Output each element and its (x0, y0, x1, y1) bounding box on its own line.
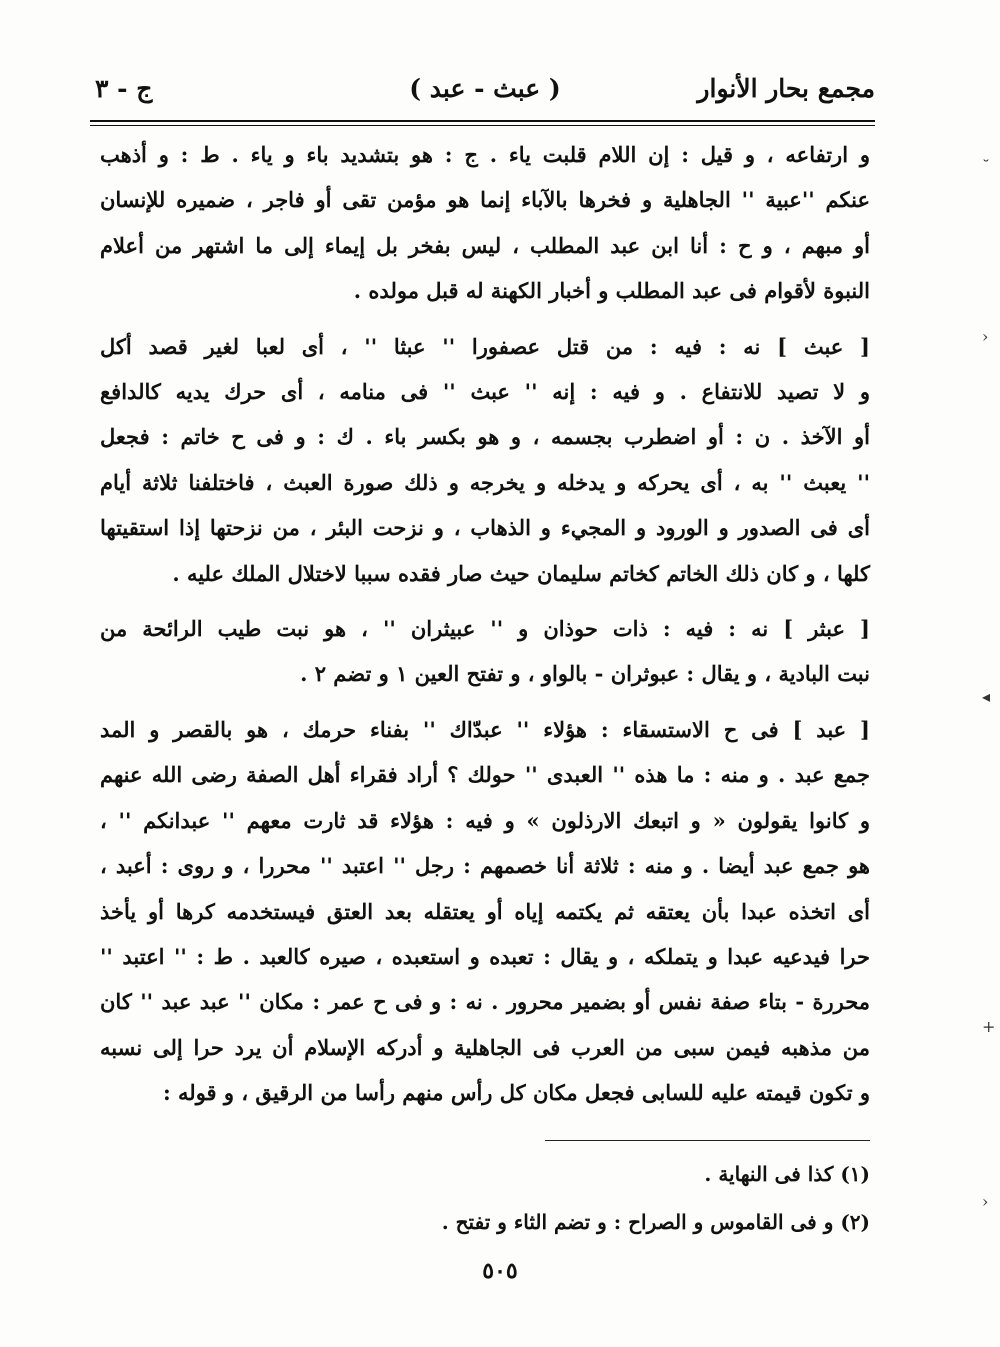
text-line: [ عبث ] نه : فيه : من قتل عصفورا '' عبثا '' ، أى لعبا لغير قصد أكل (100, 333, 870, 359)
text-line: [ عبد ] فى ح الاستسقاء : هؤلاء '' عبدّاك '' بفناء حرمك ، هو بالقصر و المد (100, 716, 870, 742)
text-line: و تكون قيمته عليه للسابى فجعل مكان كل رأس منهم رأسا من الرقيق ، و قوله : (162, 1080, 870, 1106)
header-divider (90, 120, 875, 126)
running-header (95, 68, 875, 116)
footnote-divider (545, 1140, 870, 1141)
section-title: ( عبث - عبد ) (409, 74, 561, 103)
text-line: كلها ، و كان ذلك الخاتم كخاتم سليمان حيث صار فقده سببا لاختلال الملك عليه . (172, 560, 870, 586)
text-line: النبوة لأقوام فى عبد المطلب و أخبار الكهنة له قبل مولده . (353, 278, 870, 304)
page-number: ٥٠٥ (482, 1258, 518, 1284)
paragraph (100, 707, 870, 1116)
paragraph (100, 606, 870, 697)
margin-mark-icon: › (982, 1192, 989, 1211)
text-line: [ عبثر ] نه : فيه : ذات حوذان و '' عبيثران '' ، هو نبت طيب الرائحة من (100, 616, 870, 642)
text-line: أو مبهم ، و ح : أنا ابن عبد المطلب ، ليس بفخر بل إيماء إلى ما اشتهر من أعلام (100, 232, 870, 258)
volume-number: ج - ٣ (95, 74, 153, 103)
margin-mark-icon: › (982, 327, 989, 346)
text-line: نبت البادية ، و يقال : عبوثران - بالواو ، و تفتح العين ١ و تضم ٢ . (300, 661, 870, 687)
text-line: أى اتخذه عبدا بأن يعتقه ثم يكتمه إياه أو يعتقله بعد العتق فيستخدمه كرها أو يأخذ (100, 898, 870, 924)
paragraph (100, 132, 870, 314)
footnote-2: (٢) و فى القاموس و الصراح : و تضم الثاء و تفتح . (441, 1210, 870, 1234)
book-title: مجمع بحار الأنوار (697, 74, 875, 103)
text-line: محررة - بتاء صفة نفس أو بضمير محرور . نه : و فى ح عمر : مكان '' عبد عبد '' كان (100, 989, 870, 1015)
margin-mark-icon: + (982, 1017, 996, 1036)
text-line: عنكم ''عبية '' الجاهلية و فخرها بالآباء إنما هو مؤمن تقى أو فاجر ، ضميره للإنسان (100, 187, 870, 213)
text-line: و لا تصيد للانتفاع . و فيه : إنه '' عبث '' فى منامه ، أى حرك يديه كالدافع (100, 379, 870, 405)
main-text (100, 132, 870, 1126)
text-line: و كانوا يقولون « و اتبعك الارذلون » و فيه : هؤلاء قد ثارت معهم '' عبدانكم '' ، (100, 807, 870, 833)
text-line: حرا فيدعيه عبدا و يتملكه ، و يقال : تعبده و استعبده ، صيره كالعبد . ط : '' اعتبد '' (100, 943, 870, 969)
footnote-1: (١) كذا فى النهاية . (704, 1162, 870, 1186)
text-line: هو جمع عبد أيضا . و منه : ثلاثة أنا خصمهم : رجل '' اعتبد '' محررا ، و روى : أعبد ، (100, 853, 870, 879)
text-line: جمع عبد . و منه : ما هذه '' العبدى '' حولك ؟ أراد فقراء أهل الصفة رضى الله عنهم (100, 762, 870, 788)
text-line: من مذهبه فيمن سبى من العرب فى الجاهلية و أدركه الإسلام أن يرد حرا إلى نسبه (100, 1034, 870, 1060)
footnotes (100, 1150, 870, 1246)
paragraph (100, 324, 870, 596)
text-line: أو الآخذ . ن : أو اضطرب بجسمه ، و هو بكسر باء . ك : و فى ح خاتم : فجعل (100, 424, 870, 450)
text-line: و ارتفاعه ، و قيل : إن اللام قلبت ياء . ج : هو بتشديد باء و ياء . ط : و أذهب (100, 142, 870, 167)
text-line: '' يعبث '' به ، أى يحركه و يدخله و يخرجه و ذلك صورة العبث ، فاختلفنا ثلاثة أيام (100, 469, 870, 495)
margin-mark-icon: ◂ (982, 687, 991, 706)
text-line: أى فى الصدور و الورود و المجيء و الذهاب ، و نزحت البئر ، من نزحتها إذا استقيتها (100, 515, 870, 541)
margin-mark-icon: ˘ (982, 157, 990, 176)
